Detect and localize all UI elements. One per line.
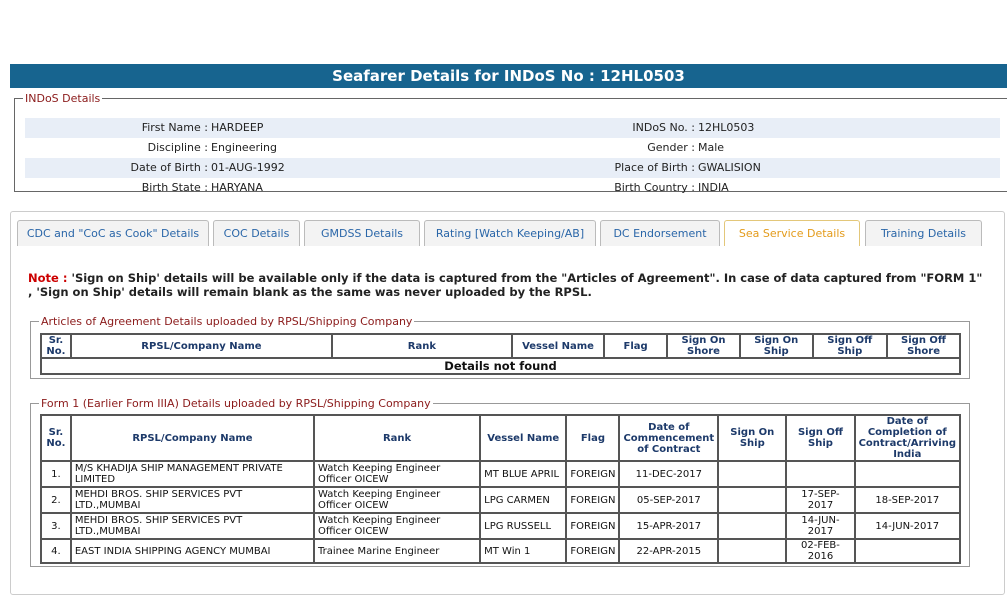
tab-rating[interactable]: Rating [Watch Keeping/AB]: [424, 220, 596, 246]
table-row: [41, 487, 960, 513]
info-row: [25, 158, 1000, 178]
sign-off-ship-cell: 17-SEP-2017: [786, 487, 854, 513]
sign-on-ship-cell: [718, 539, 786, 563]
rank-cell: Watch Keeping Engineer Officer OICEW: [314, 513, 480, 539]
birth-country-label: Birth Country :: [614, 181, 695, 194]
col-header: Vessel Name: [512, 334, 604, 358]
info-row: [25, 178, 1000, 198]
vessel-cell: MT Win 1: [480, 539, 566, 563]
birth-state-value: HARYANA: [211, 181, 263, 194]
sign-off-ship-cell: 14-JUN-2017: [786, 513, 854, 539]
col-header: Sign Off Ship: [786, 415, 854, 461]
rank-cell: Watch Keeping Engineer Officer OICEW: [314, 461, 480, 487]
tab-dc-endorsement[interactable]: DC Endorsement: [600, 220, 720, 246]
place-of-birth-label: Place of Birth :: [614, 161, 695, 174]
first-name-value: HARDEEP: [211, 121, 264, 134]
col-header: Sign On Ship: [718, 415, 786, 461]
gender-label: Gender :: [647, 141, 695, 154]
place-of-birth-value: GWALISION: [698, 161, 761, 174]
company-cell: M/S KHADIJA SHIP MANAGEMENT PRIVATE LIMITED: [71, 461, 314, 487]
completion-date-cell: [855, 461, 960, 487]
tab-sea-service-details[interactable]: Sea Service Details: [724, 220, 860, 246]
col-header: RPSL/Company Name: [71, 334, 332, 358]
completion-date-cell: 18-SEP-2017: [855, 487, 960, 513]
flag-cell: FOREIGN: [566, 513, 619, 539]
note-label: Note :: [28, 271, 68, 285]
tab-cdc-details[interactable]: CDC and "CoC as Cook" Details: [17, 220, 209, 246]
discipline-value: Engineering: [211, 141, 277, 154]
table-row: [41, 461, 960, 487]
company-cell: EAST INDIA SHIPPING AGENCY MUMBAI: [71, 539, 314, 563]
col-header: Sr. No.: [41, 334, 71, 358]
discipline-label: Discipline :: [147, 141, 208, 154]
indos-details-section: [14, 92, 1007, 192]
sr-no-cell: 1.: [41, 461, 71, 487]
articles-legend: Articles of Agreement Details uploaded by RPSL/Shipping Company: [41, 315, 413, 328]
note-text: 'Sign on Ship' details will be available only if the data is captured from the "Articles of Agreement". In case of data captured from "FORM 1" , 'Sign on Ship' details will remain blank as the same was never uploaded by the RPSL.: [28, 271, 983, 299]
commencement-date-cell: 22-APR-2015: [619, 539, 718, 563]
vessel-cell: MT BLUE APRIL: [480, 461, 566, 487]
tab-training-details[interactable]: Training Details: [865, 220, 982, 246]
col-header: Sign On Ship: [740, 334, 813, 358]
col-header: Sr. No.: [41, 415, 71, 461]
table-row: [41, 539, 960, 563]
flag-cell: FOREIGN: [566, 461, 619, 487]
info-row: [25, 118, 1000, 138]
sign-on-ship-cell: [718, 461, 786, 487]
col-header: Flag: [566, 415, 619, 461]
rank-cell: Watch Keeping Engineer Officer OICEW: [314, 487, 480, 513]
vessel-cell: LPG RUSSELL: [480, 513, 566, 539]
sr-no-cell: 2.: [41, 487, 71, 513]
col-header: Date of Completion of Contract/Arriving India: [855, 415, 960, 461]
vessel-cell: LPG CARMEN: [480, 487, 566, 513]
tab-coc-details[interactable]: COC Details: [213, 220, 300, 246]
sign-on-note: [28, 271, 988, 299]
sign-off-ship-cell: [786, 461, 854, 487]
info-row: [25, 138, 1000, 158]
page-title: Seafarer Details for INDoS No : 12HL0503: [10, 64, 1007, 88]
col-header: Sign Off Ship: [813, 334, 888, 358]
col-header: Flag: [604, 334, 667, 358]
birth-country-value: INDIA: [698, 181, 729, 194]
company-cell: MEHDI BROS. SHIP SERVICES PVT LTD.,MUMBAI: [71, 487, 314, 513]
sr-no-cell: 4.: [41, 539, 71, 563]
dob-label: Date of Birth :: [130, 161, 208, 174]
col-header: Rank: [314, 415, 480, 461]
col-header: Rank: [332, 334, 512, 358]
col-header: Date of Commencement of Contract: [619, 415, 718, 461]
sign-off-ship-cell: 02-FEB-2016: [786, 539, 854, 563]
details-not-found-message: Details not found: [41, 358, 960, 374]
form1-table: [40, 414, 961, 564]
articles-table: [40, 333, 961, 375]
flag-cell: FOREIGN: [566, 539, 619, 563]
sr-no-cell: 3.: [41, 513, 71, 539]
form1-legend: Form 1 (Earlier Form IIIA) Details uploaded by RPSL/Shipping Company: [41, 397, 431, 410]
birth-state-label: Birth State :: [141, 181, 208, 194]
completion-date-cell: 14-JUN-2017: [855, 513, 960, 539]
indos-details-legend: INDoS Details: [25, 92, 101, 105]
col-header: Sign On Shore: [667, 334, 740, 358]
dob-value: 01-AUG-1992: [211, 161, 285, 174]
indos-no-value: 12HL0503: [698, 121, 755, 134]
commencement-date-cell: 05-SEP-2017: [619, 487, 718, 513]
sign-on-ship-cell: [718, 487, 786, 513]
col-header: Vessel Name: [480, 415, 566, 461]
commencement-date-cell: 11-DEC-2017: [619, 461, 718, 487]
completion-date-cell: [855, 539, 960, 563]
tab-gmdss-details[interactable]: GMDSS Details: [304, 220, 420, 246]
company-cell: MEHDI BROS. SHIP SERVICES PVT LTD.,MUMBAI: [71, 513, 314, 539]
commencement-date-cell: 15-APR-2017: [619, 513, 718, 539]
indos-no-label: INDoS No. :: [632, 121, 695, 134]
col-header: Sign Off Shore: [887, 334, 960, 358]
flag-cell: FOREIGN: [566, 487, 619, 513]
sign-on-ship-cell: [718, 513, 786, 539]
table-row: [41, 513, 960, 539]
first-name-label: First Name :: [141, 121, 208, 134]
gender-value: Male: [698, 141, 725, 154]
col-header: RPSL/Company Name: [71, 415, 314, 461]
rank-cell: Trainee Marine Engineer: [314, 539, 480, 563]
